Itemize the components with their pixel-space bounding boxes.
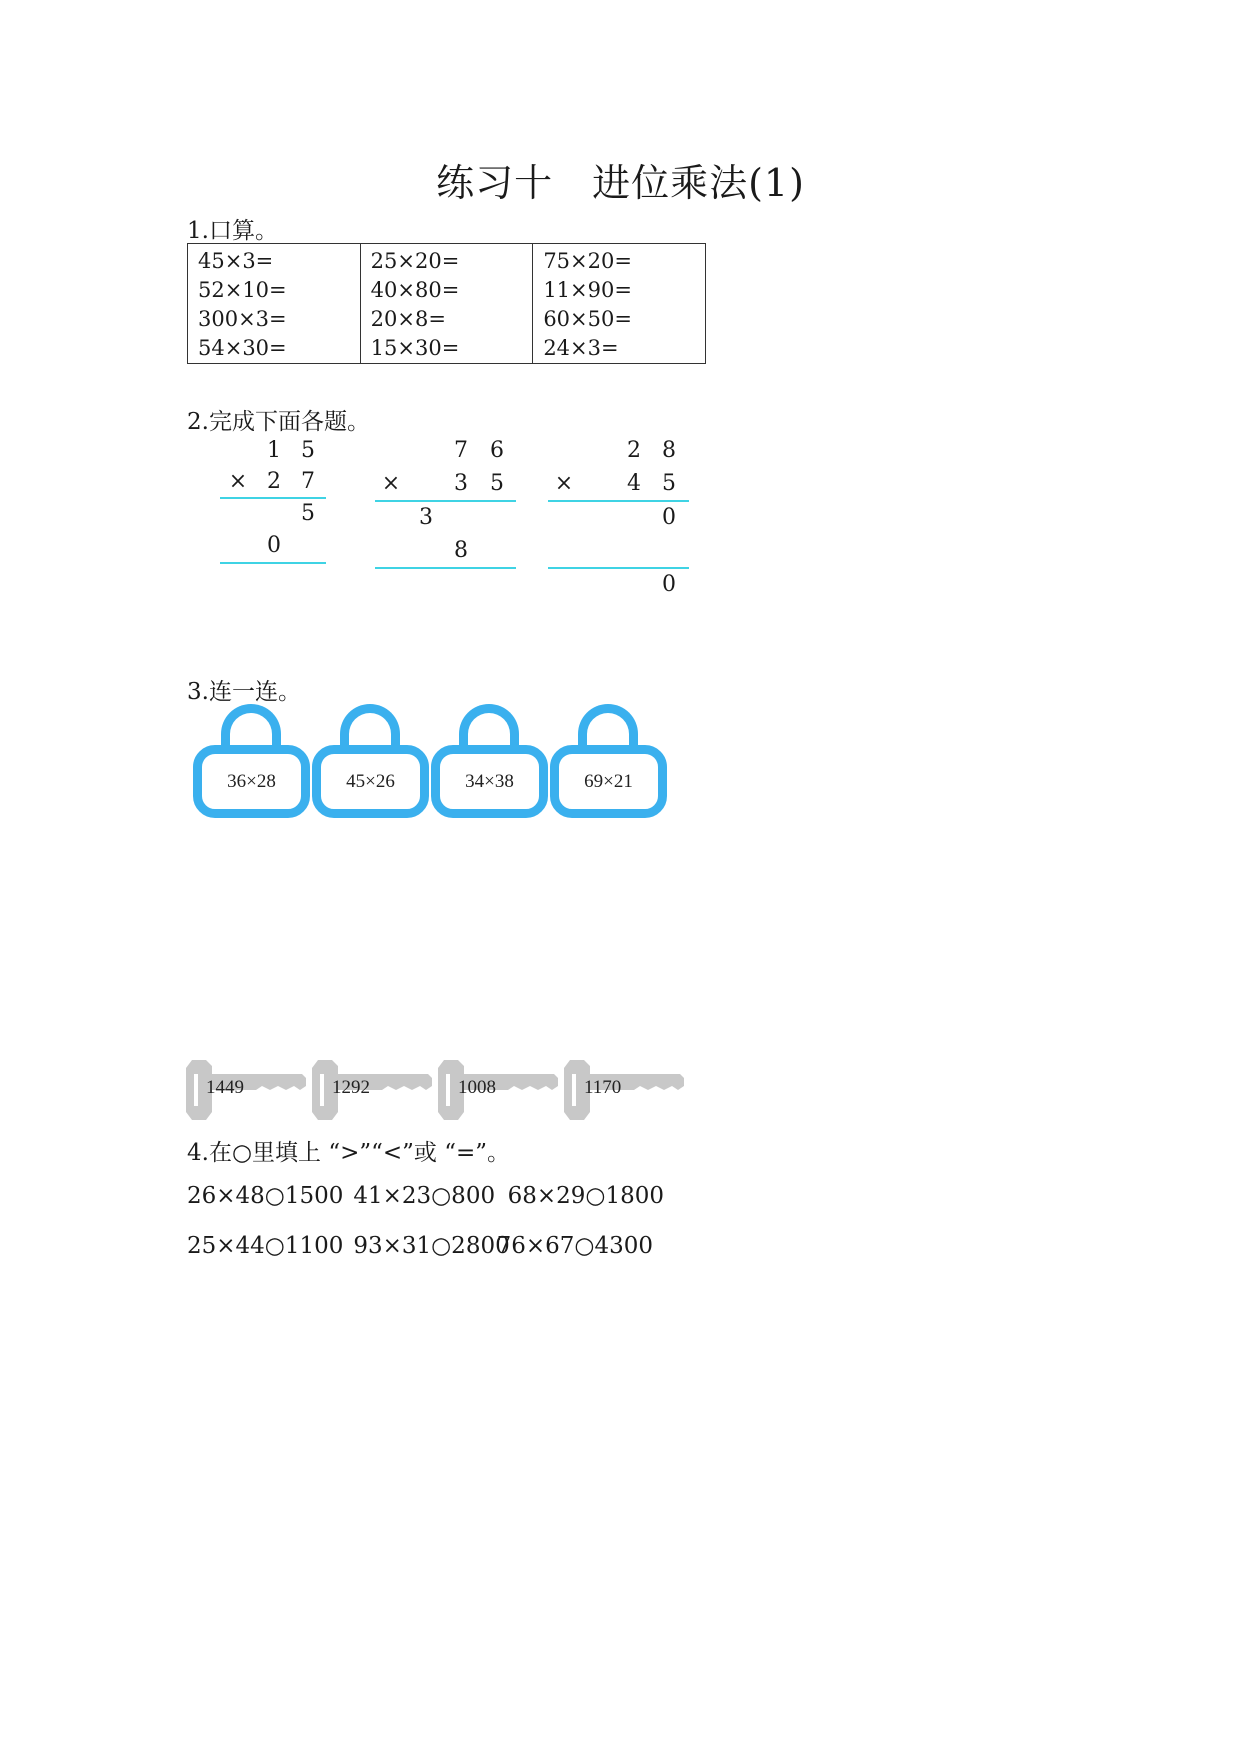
lock-2 <box>312 704 429 818</box>
oral-calc-item: 54×30= <box>198 336 287 360</box>
answer-line <box>220 497 326 499</box>
top-digit: 8 <box>662 438 676 463</box>
section-3-heading: 3.连一连。 <box>187 679 301 705</box>
key-3 <box>438 1060 558 1120</box>
lock-1 <box>193 704 310 818</box>
bottom-digit: 5 <box>490 471 504 496</box>
key-icon <box>186 1060 306 1120</box>
oral-calc-item: 75×20= <box>543 249 632 273</box>
compare-row-2 <box>187 1233 653 1259</box>
lock-body-label: 69×21 <box>550 745 667 818</box>
answer-line <box>375 500 516 502</box>
lock-4 <box>550 704 667 818</box>
oral-calc-item: 15×30= <box>370 336 460 360</box>
lock-body-label: 36×28 <box>193 745 310 818</box>
compare-item: 68×29○1800 <box>507 1183 665 1209</box>
key-icon <box>438 1060 558 1120</box>
compare-item: 41×23○800 <box>353 1183 496 1209</box>
partial-product-digit: 0 <box>662 505 676 530</box>
partial-product-digit: 3 <box>419 505 433 530</box>
times-sign: × <box>554 471 574 496</box>
compare-item: 25×44○1100 <box>187 1233 344 1259</box>
oral-calc-column <box>188 244 361 364</box>
oral-calc-table <box>187 243 706 364</box>
top-digit: 1 <box>267 438 281 463</box>
compare-item: 93×31○2800 <box>353 1233 510 1259</box>
bottom-digit: 3 <box>454 471 468 496</box>
times-sign: × <box>228 469 248 494</box>
oral-calc-item: 45×3= <box>198 249 274 273</box>
partial-product-digit: 0 <box>267 533 281 558</box>
section-4-heading: 4.在○里填上 “>”“<”或 “=”。 <box>187 1140 510 1166</box>
compare-item: 26×48○1500 <box>187 1183 344 1209</box>
page-title: 练习十 进位乘法(1) <box>436 161 805 205</box>
oral-calc-item: 60×50= <box>543 307 632 331</box>
key-label: 1449 <box>206 1077 244 1098</box>
key-icon <box>564 1060 684 1120</box>
lock-body-label: 34×38 <box>431 745 548 818</box>
answer-line <box>220 562 326 564</box>
oral-calc-item: 20×8= <box>370 307 446 331</box>
top-digit: 5 <box>301 438 315 463</box>
key-1 <box>186 1060 306 1120</box>
answer-line <box>375 567 516 569</box>
oral-calc-item: 300×3= <box>198 307 287 331</box>
oral-calc-item: 52×10= <box>198 278 287 302</box>
top-digit: 7 <box>454 438 468 463</box>
oral-calc-item: 11×90= <box>543 278 632 302</box>
key-icon <box>312 1060 432 1120</box>
key-label: 1008 <box>458 1077 496 1098</box>
answer-line <box>548 500 689 502</box>
partial-product-digit: 5 <box>301 501 315 526</box>
key-label: 1292 <box>332 1077 370 1098</box>
bottom-digit: 2 <box>267 469 281 494</box>
key-label: 1170 <box>584 1077 622 1098</box>
top-digit: 2 <box>627 438 641 463</box>
times-sign: × <box>381 471 401 496</box>
section-1-heading: 1.口算。 <box>187 218 278 244</box>
partial-product-digit: 8 <box>454 538 468 563</box>
compare-row-1 <box>187 1183 664 1209</box>
oral-calc-item: 25×20= <box>370 249 460 273</box>
oral-calc-item: 24×3= <box>543 336 619 360</box>
bottom-digit: 5 <box>662 471 676 496</box>
key-4 <box>564 1060 684 1120</box>
bottom-digit: 7 <box>301 469 315 494</box>
oral-calc-column <box>533 244 706 364</box>
key-2 <box>312 1060 432 1120</box>
oral-calc-column <box>360 244 533 364</box>
compare-item: 76×67○4300 <box>496 1233 654 1259</box>
section-2-heading: 2.完成下面各题。 <box>187 409 370 435</box>
top-digit: 6 <box>490 438 504 463</box>
lock-3 <box>431 704 548 818</box>
result-digit: 0 <box>662 572 676 597</box>
bottom-digit: 4 <box>627 471 641 496</box>
answer-line <box>548 567 689 569</box>
lock-body-label: 45×26 <box>312 745 429 818</box>
oral-calc-item: 40×80= <box>370 278 460 302</box>
